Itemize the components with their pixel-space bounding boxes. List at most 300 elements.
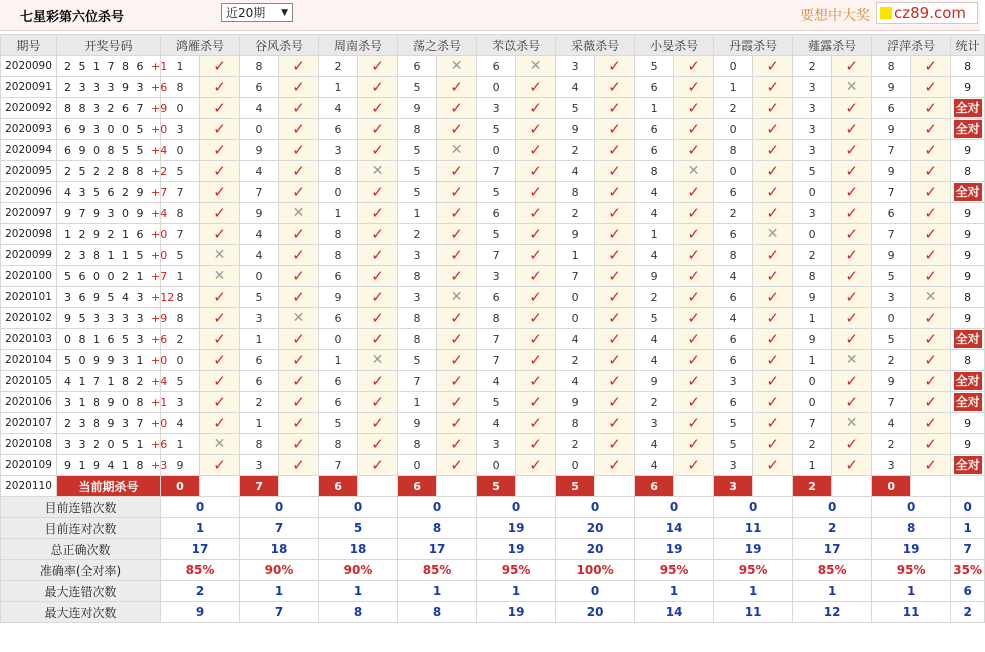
check-icon: ✓ [292, 162, 305, 180]
kill-value-cell: 6 [319, 119, 358, 140]
check-icon: ✓ [687, 183, 700, 201]
result-cell [595, 98, 635, 119]
result-cell [832, 287, 872, 308]
summary-value: 8 [319, 602, 398, 623]
summary-value: 1 [398, 581, 477, 602]
result-cell [279, 371, 319, 392]
check-icon: ✓ [608, 372, 621, 390]
result-cell [674, 77, 714, 98]
current-kill-value: 5 [556, 476, 595, 497]
current-kill-value: 6 [398, 476, 437, 497]
issue-cell: 2020100 [1, 266, 57, 287]
check-icon: ✓ [529, 267, 542, 285]
result-cell [279, 413, 319, 434]
check-icon: ✓ [292, 267, 305, 285]
table-row [1, 350, 985, 371]
kill-value-cell: 5 [556, 98, 595, 119]
kill-value-cell: 0 [714, 161, 753, 182]
check-icon: ✓ [371, 309, 384, 327]
check-icon: ✓ [845, 288, 858, 306]
result-cell [200, 245, 240, 266]
check-icon: ✓ [845, 393, 858, 411]
check-icon: ✓ [845, 330, 858, 348]
check-icon: ✓ [687, 288, 700, 306]
result-cell [200, 392, 240, 413]
kill-value-cell: 5 [714, 413, 753, 434]
result-cell [279, 98, 319, 119]
kill-value-cell: 9 [556, 392, 595, 413]
check-icon: ✓ [213, 288, 226, 306]
check-icon: ✓ [292, 246, 305, 264]
result-cell [595, 140, 635, 161]
result-cell [200, 182, 240, 203]
result-cell [753, 140, 793, 161]
result-cell [595, 371, 635, 392]
draw-numbers-cell [57, 287, 175, 308]
issue-cell: 2020101 [1, 287, 57, 308]
check-icon: ✓ [766, 78, 779, 96]
kill-value-cell: 7 [872, 392, 911, 413]
result-cell [674, 224, 714, 245]
check-icon: ✓ [687, 204, 700, 222]
result-cell [595, 203, 635, 224]
draw-extra: +6 [150, 332, 168, 346]
check-icon: ✓ [529, 351, 542, 369]
result-cell [911, 308, 951, 329]
check-icon: ✓ [213, 99, 226, 117]
kill-value-cell: 0 [240, 266, 279, 287]
kill-value-cell: 5 [161, 245, 200, 266]
kill-value-cell: 0 [714, 119, 753, 140]
result-cell [753, 329, 793, 350]
kill-value-cell: 2 [635, 392, 674, 413]
check-icon: ✓ [608, 330, 621, 348]
result-cell [595, 434, 635, 455]
result-cell [832, 413, 872, 434]
summary-row [1, 581, 985, 602]
result-cell [200, 308, 240, 329]
result-cell [832, 119, 872, 140]
check-icon: ✓ [292, 57, 305, 75]
result-cell [516, 266, 556, 287]
result-cell [437, 245, 477, 266]
check-icon: ✓ [924, 162, 937, 180]
table-row [1, 329, 985, 350]
table-row [1, 455, 985, 476]
result-cell [279, 161, 319, 182]
issue-cell: 2020099 [1, 245, 57, 266]
result-cell [753, 434, 793, 455]
table-row [1, 371, 985, 392]
result-cell [200, 287, 240, 308]
kill-value-cell: 6 [714, 287, 753, 308]
summary-value: 20 [556, 518, 635, 539]
kill-value-cell: 0 [872, 308, 911, 329]
check-icon: ✓ [371, 204, 384, 222]
issue-cell: 2020091 [1, 77, 57, 98]
kill-value-cell: 6 [319, 371, 358, 392]
summary-value: 0 [240, 497, 319, 518]
draw-numbers: 4 1 7 1 8 2 [64, 374, 146, 388]
summary-value: 0 [398, 497, 477, 518]
result-cell [911, 455, 951, 476]
result-cell [674, 182, 714, 203]
result-cell [358, 56, 398, 77]
table-row [1, 287, 985, 308]
summary-value: 18 [240, 539, 319, 560]
draw-numbers: 1 2 9 2 1 6 [64, 227, 146, 241]
kill-value-cell: 2 [161, 329, 200, 350]
check-icon: ✓ [608, 57, 621, 75]
result-cell [753, 119, 793, 140]
check-icon: ✓ [292, 225, 305, 243]
result-cell [753, 224, 793, 245]
result-cell [516, 350, 556, 371]
result-cell [200, 203, 240, 224]
issue-cell: 2020092 [1, 98, 57, 119]
result-cell [358, 119, 398, 140]
summary-value: 8 [398, 602, 477, 623]
kill-value-cell: 6 [477, 203, 516, 224]
current-empty-cell [911, 476, 951, 497]
kill-value-cell: 7 [477, 329, 516, 350]
kill-value-cell: 6 [319, 266, 358, 287]
kill-value-cell: 4 [319, 98, 358, 119]
kill-value-cell: 7 [319, 455, 358, 476]
check-icon: ✓ [687, 141, 700, 159]
result-cell [437, 161, 477, 182]
result-cell [437, 350, 477, 371]
draw-extra: +4 [150, 374, 168, 388]
kill-value-cell: 3 [240, 455, 279, 476]
draw-extra: +12 [150, 290, 175, 304]
issue-cell: 2020093 [1, 119, 57, 140]
summary-row [1, 518, 985, 539]
kill-value-cell: 8 [398, 266, 437, 287]
check-icon: ✓ [766, 204, 779, 222]
row-stat-cell [951, 161, 985, 182]
summary-value: 0 [319, 497, 398, 518]
check-icon: ✓ [924, 267, 937, 285]
kill-value-cell: 1 [635, 224, 674, 245]
result-cell [358, 308, 398, 329]
result-cell [911, 77, 951, 98]
check-icon: ✓ [371, 183, 384, 201]
result-cell [279, 350, 319, 371]
kill-value-cell: 5 [398, 182, 437, 203]
kill-value-cell: 5 [872, 329, 911, 350]
current-empty-cell [674, 476, 714, 497]
check-icon: ✓ [845, 435, 858, 453]
kill-value-cell: 5 [872, 266, 911, 287]
check-icon: ✓ [450, 246, 463, 264]
summary-value: 11 [714, 518, 793, 539]
draw-numbers-cell [57, 224, 168, 245]
check-icon: ✓ [529, 141, 542, 159]
check-icon: ✓ [608, 435, 621, 453]
result-cell [595, 77, 635, 98]
cross-icon: ✕ [529, 58, 542, 74]
kill-value-cell: 3 [556, 56, 595, 77]
result-cell [832, 224, 872, 245]
check-icon: ✓ [766, 246, 779, 264]
issue-cell: 2020106 [1, 392, 57, 413]
kill-value-cell: 6 [477, 287, 516, 308]
kill-value-cell: 2 [556, 350, 595, 371]
result-cell [753, 308, 793, 329]
check-icon: ✓ [213, 309, 226, 327]
kill-value-cell: 5 [477, 182, 516, 203]
kill-value-cell: 3 [398, 287, 437, 308]
result-cell [358, 266, 398, 287]
row-stat-cell [951, 140, 985, 161]
check-icon: ✓ [213, 456, 226, 474]
kill-value-cell: 6 [872, 98, 911, 119]
issue-cell: 2020109 [1, 455, 57, 476]
site-logo[interactable] [876, 2, 978, 24]
result-cell [358, 350, 398, 371]
cross-icon: ✕ [213, 436, 226, 452]
result-cell [200, 77, 240, 98]
check-icon: ✓ [529, 99, 542, 117]
check-icon: ✓ [924, 57, 937, 75]
kill-value-cell: 8 [398, 308, 437, 329]
result-cell [832, 350, 872, 371]
summary-value: 90% [319, 560, 398, 581]
kill-value-cell: 4 [635, 350, 674, 371]
result-cell [911, 329, 951, 350]
check-icon: ✓ [766, 435, 779, 453]
result-cell [832, 371, 872, 392]
summary-value: 0 [714, 497, 793, 518]
result-cell [358, 329, 398, 350]
current-kill-value: 5 [477, 476, 516, 497]
summary-value: 1 [793, 581, 872, 602]
kill-value-cell: 3 [714, 455, 753, 476]
kill-value-cell: 2 [319, 56, 358, 77]
result-cell [911, 287, 951, 308]
result-cell [200, 434, 240, 455]
result-cell [437, 434, 477, 455]
summary-value: 17 [793, 539, 872, 560]
result-cell [279, 77, 319, 98]
check-icon: ✓ [845, 120, 858, 138]
kill-value-cell: 3 [240, 308, 279, 329]
check-icon: ✓ [292, 99, 305, 117]
result-cell [200, 371, 240, 392]
check-icon: ✓ [213, 204, 226, 222]
check-icon: ✓ [924, 204, 937, 222]
kill-value-cell: 6 [714, 224, 753, 245]
kill-value-cell: 3 [398, 245, 437, 266]
draw-extra: +3 [150, 458, 168, 472]
check-icon: ✓ [450, 162, 463, 180]
result-cell [674, 56, 714, 77]
result-cell [437, 371, 477, 392]
result-cell [516, 308, 556, 329]
check-icon: ✓ [687, 99, 700, 117]
result-cell [595, 350, 635, 371]
result-cell [595, 287, 635, 308]
cross-icon: ✕ [766, 226, 779, 242]
all-correct-badge: 全对 [955, 458, 980, 472]
check-icon: ✓ [292, 456, 305, 474]
check-icon: ✓ [450, 225, 463, 243]
check-icon: ✓ [845, 183, 858, 201]
cross-icon: ✕ [687, 163, 700, 179]
kill-value-cell: 8 [319, 161, 358, 182]
draw-numbers-cell [57, 308, 168, 329]
check-icon: ✓ [687, 372, 700, 390]
table-row [1, 434, 985, 455]
chevron-down-icon: ▼ [281, 8, 288, 18]
result-cell [674, 161, 714, 182]
kill-value-cell: 7 [793, 413, 832, 434]
check-icon: ✓ [292, 414, 305, 432]
kill-value-cell: 4 [240, 161, 279, 182]
result-cell [674, 98, 714, 119]
check-icon: ✓ [766, 372, 779, 390]
result-cell [674, 350, 714, 371]
result-cell [595, 308, 635, 329]
result-cell [911, 245, 951, 266]
issue-cell: 2020105 [1, 371, 57, 392]
check-icon: ✓ [766, 309, 779, 327]
result-cell [832, 455, 872, 476]
draw-extra: +1 [150, 395, 168, 409]
check-icon: ✓ [608, 288, 621, 306]
kill-value-cell: 6 [240, 350, 279, 371]
summary-value: 1 [240, 581, 319, 602]
draw-numbers-cell [57, 371, 168, 392]
kill-value-cell: 4 [556, 77, 595, 98]
row-stat-cell [951, 98, 985, 119]
summary-label: 总正确次数 [1, 539, 161, 560]
result-cell [200, 161, 240, 182]
kill-value-cell: 0 [793, 182, 832, 203]
result-cell [674, 371, 714, 392]
table-row [1, 203, 985, 224]
column-header: 芣苡杀号 [477, 35, 556, 56]
kill-value-cell: 1 [793, 350, 832, 371]
issue-cell: 2020094 [1, 140, 57, 161]
check-icon: ✓ [529, 78, 542, 96]
kill-value-cell: 6 [872, 203, 911, 224]
table-row [1, 245, 985, 266]
current-empty-cell [358, 476, 398, 497]
result-cell [279, 287, 319, 308]
check-icon: ✓ [845, 372, 858, 390]
result-cell [516, 245, 556, 266]
check-icon: ✓ [766, 57, 779, 75]
kill-value-cell: 2 [556, 203, 595, 224]
current-empty-cell [516, 476, 556, 497]
draw-numbers: 3 1 8 9 0 8 [64, 395, 146, 409]
check-icon: ✓ [924, 141, 937, 159]
result-cell [674, 413, 714, 434]
current-issue-cell: 2020110 [1, 476, 57, 497]
result-cell [911, 203, 951, 224]
draw-numbers: 3 3 2 0 5 1 [64, 437, 146, 451]
result-cell [911, 119, 951, 140]
check-icon: ✓ [529, 204, 542, 222]
row-stat-cell [951, 434, 985, 455]
column-header: 鸿雁杀号 [161, 35, 240, 56]
result-cell [358, 455, 398, 476]
kill-value-cell: 5 [477, 392, 516, 413]
draw-numbers: 2 5 1 7 8 6 [64, 59, 146, 73]
summary-value: 19 [872, 539, 951, 560]
result-cell [516, 182, 556, 203]
column-header: 周南杀号 [319, 35, 398, 56]
kill-value-cell: 4 [556, 161, 595, 182]
kill-value-cell: 6 [714, 329, 753, 350]
table-row [1, 98, 985, 119]
draw-numbers: 0 8 1 6 5 3 [64, 332, 146, 346]
kill-value-cell: 7 [872, 182, 911, 203]
kill-value-cell: 9 [793, 287, 832, 308]
kill-value-cell: 3 [635, 413, 674, 434]
kill-value-cell: 3 [793, 140, 832, 161]
draw-numbers: 4 3 5 6 2 9 [64, 185, 146, 199]
kill-value-cell: 3 [793, 203, 832, 224]
result-cell [437, 203, 477, 224]
check-icon: ✓ [450, 204, 463, 222]
result-cell [358, 413, 398, 434]
kill-value-cell: 4 [556, 329, 595, 350]
result-cell [358, 182, 398, 203]
kill-value-cell: 7 [477, 161, 516, 182]
result-cell [279, 266, 319, 287]
kill-value-cell: 0 [793, 371, 832, 392]
check-icon: ✓ [924, 309, 937, 327]
result-cell [200, 98, 240, 119]
result-cell [832, 308, 872, 329]
check-icon: ✓ [213, 330, 226, 348]
check-icon: ✓ [371, 288, 384, 306]
period-select[interactable] [221, 3, 293, 22]
summary-value: 1 [872, 581, 951, 602]
current-period-row [1, 476, 985, 497]
result-cell [516, 455, 556, 476]
result-cell [200, 413, 240, 434]
result-cell [200, 455, 240, 476]
check-icon: ✓ [766, 414, 779, 432]
check-icon: ✓ [845, 246, 858, 264]
check-icon: ✓ [292, 288, 305, 306]
current-empty-cell [832, 476, 872, 497]
kill-value-cell: 0 [161, 350, 200, 371]
promo-link[interactable]: 要想中大奖 [800, 8, 870, 24]
check-icon: ✓ [529, 288, 542, 306]
kill-value-cell: 0 [477, 77, 516, 98]
summary-label: 目前连错次数 [1, 497, 161, 518]
summary-value: 0 [161, 497, 240, 518]
result-cell [358, 224, 398, 245]
kill-value-cell: 5 [398, 140, 437, 161]
result-cell [595, 245, 635, 266]
draw-numbers-cell [57, 434, 168, 455]
issue-cell: 2020103 [1, 329, 57, 350]
kill-value-cell: 7 [477, 350, 516, 371]
row-stat-value: 9 [964, 269, 972, 283]
row-stat-cell [951, 77, 985, 98]
kill-value-cell: 0 [793, 224, 832, 245]
draw-numbers-cell [57, 350, 168, 371]
draw-numbers: 2 3 3 3 9 3 [64, 80, 146, 94]
kill-value-cell: 6 [635, 119, 674, 140]
issue-cell: 2020098 [1, 224, 57, 245]
